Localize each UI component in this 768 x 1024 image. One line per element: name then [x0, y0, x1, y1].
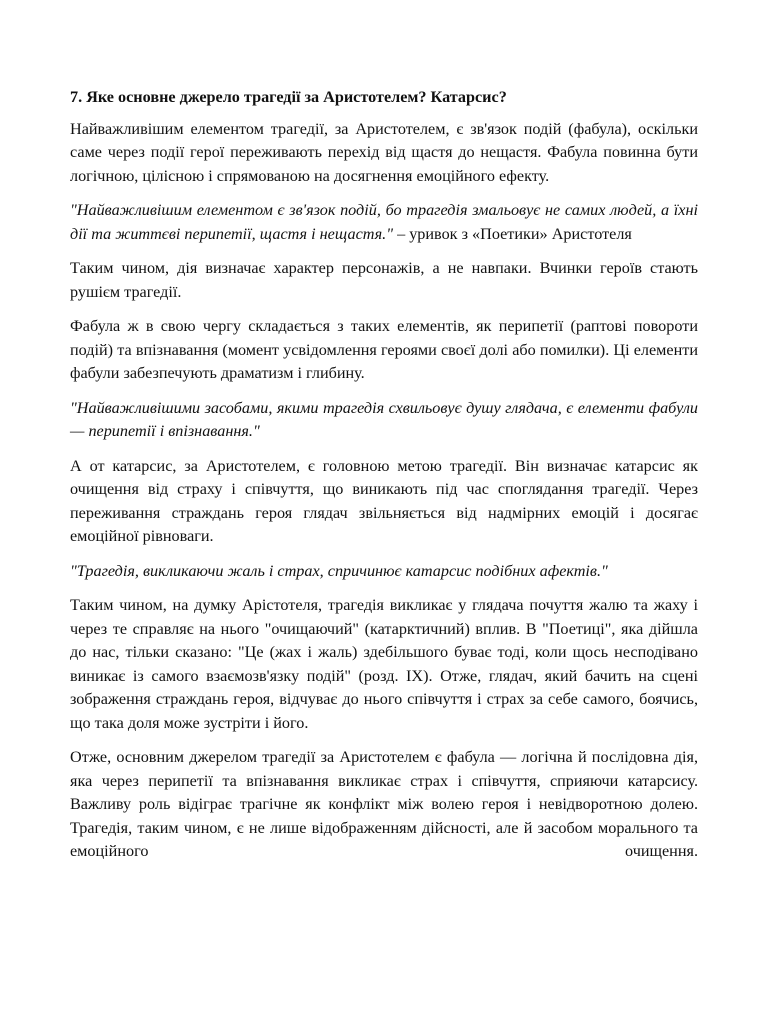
- paragraph-aristotle-opinion: Таким чином, на думку Арістотеля, трагедія викликає у глядача почуття жалю та жаху і через те справляє на нього "очищаючий" (катарктичний) вплив. В "Поетиці", яка дійшла до нас, тільки сказано: "Це (жах і жаль) здебільшого буває тоді, коли щось несподівано виникає із самого взаємозв'язку подій" (розд. IX). Отже, глядач, який бачить на сцені зображення страждань героя, відчуває до нього співчуття і страх за себе самого, боячись, що така доля може зустріти і його.: [70, 596, 698, 732]
- quote-poetics-events-source: – уривок з «Поетики» Аристотеля: [393, 224, 632, 243]
- quote-catharsis: [70, 560, 698, 584]
- paragraph-action-character: Таким чином, дія визначає характер персонажів, а не навпаки. Вчинки героїв стають рушієм трагедії.: [70, 259, 698, 301]
- quote-fabula-means: [70, 397, 698, 444]
- paragraph-fabula-importance: Найважливішим елементом трагедії, за Аристотелем, є зв'язок подій (фабула), оскільки саме через події герої переживають перехід від щастя до нещастя. Фабула повинна бути логічною, цілісною і спрямованою на досягнення емоційного ефекту.: [70, 119, 698, 185]
- quote-poetics-events: [70, 199, 698, 246]
- quote-fabula-means-text: "Найважливішими засобами, якими трагедія схвильовує душу глядача, є елементи фабули — перипетії і впізнавання.": [70, 398, 698, 440]
- paragraph-fabula-elements: Фабула ж в свою чергу складається з таких елементів, як перипетії (раптові повороти подій) та впізнавання (момент усвідомлення героями своєї долі або помилки). Ці елементи фабули забезпечують драматизм і глибину.: [70, 317, 698, 382]
- paragraph-catharsis-goal: А от катарсис, за Аристотелем, є головною метою трагедії. Він визначає катарсис як очищення від страху і співчуття, що виникають під час споглядання трагедії. Через переживання страждань героя глядач звільняється від надмірних емоцій і досягає емоційної рівноваги.: [70, 456, 698, 545]
- quote-catharsis-text: "Трагедія, викликаючи жаль і страх, спричинює катарсис подібних афектів.": [70, 561, 608, 580]
- document-page: [70, 86, 698, 875]
- quote-poetics-events-text: "Найважливішим елементом є зв'язок подій, бо трагедія змальовує не самих людей, а їхні дії та життєві перипетії, щастя і нещастя.": [70, 201, 698, 243]
- question-heading: 7. Яке основне джерело трагедії за Аристотелем? Катарсис?: [70, 88, 507, 106]
- paragraph-conclusion: Отже, основним джерелом трагедії за Аристотелем є фабула — логічна й послідовна дія, яка через перипетії та впізнавання викликає страх і співчуття, сприяючи катарсису. Важливу роль відіграє трагічне як конфлікт між волею героя і невідворотною долею. Трагедія, таким чином, є не лише відображенням дійсності, але й засобом морального та емоційного очищення.: [70, 748, 698, 860]
